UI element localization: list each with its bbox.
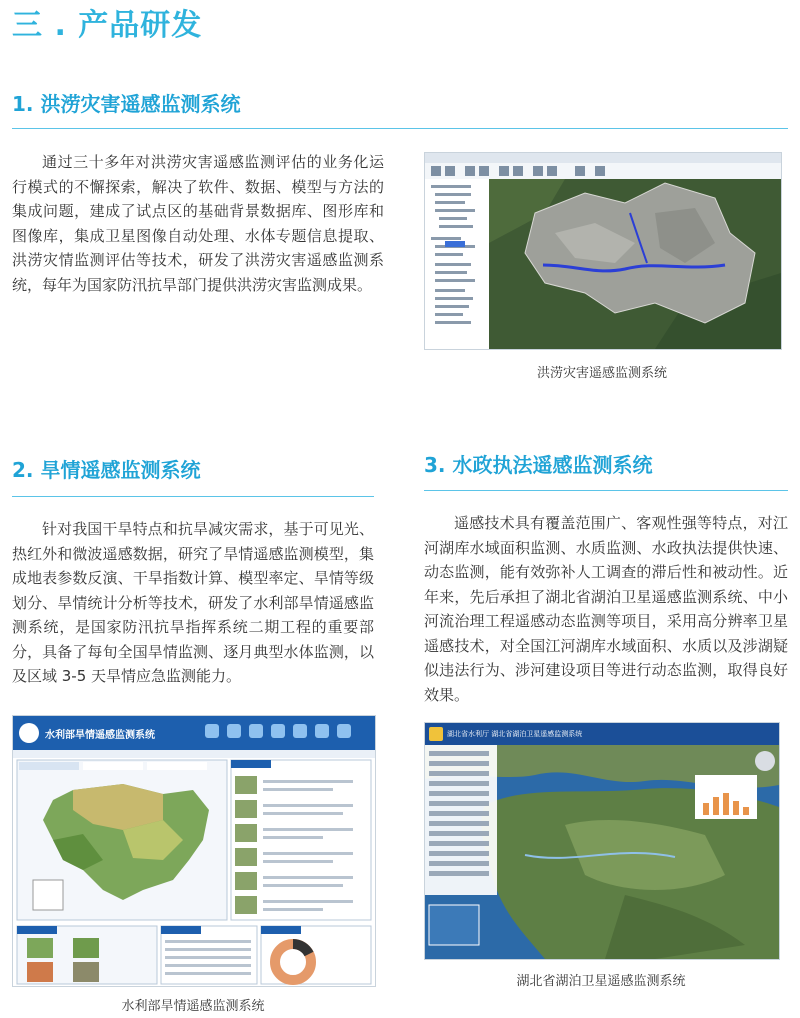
drought-app-title: 水利部旱情遥感监测系统	[45, 730, 155, 741]
section1-caption: 洪涝灾害遥感监测系统	[536, 366, 667, 381]
lake-system-screenshot	[424, 722, 780, 960]
ministry-logo-icon	[19, 723, 39, 743]
section2-caption: 水利部旱情遥感监测系统	[121, 999, 265, 1014]
globe-icon	[293, 724, 307, 738]
section3-caption: 湖北省湖泊卫星遥感监测系统	[516, 974, 686, 989]
windows-logo-icon	[429, 727, 443, 741]
section1-title: 1. 洪涝灾害遥感监测系统	[12, 92, 241, 116]
home-icon	[205, 724, 219, 738]
drought-app-header	[13, 716, 375, 750]
monitor-icon	[227, 724, 241, 738]
flood-system-screenshot	[424, 152, 782, 350]
sun-icon	[249, 724, 263, 738]
lake-app-title: 湖北省水利厅 湖北省湖泊卫星遥感监测系统	[447, 730, 583, 738]
section1-divider	[12, 128, 788, 129]
search-icon	[315, 724, 329, 738]
tools-icon	[337, 724, 351, 738]
section3-title: 3. 水政执法遥感监测系统	[424, 453, 653, 477]
section2-title: 2. 旱情遥感监测系统	[12, 458, 201, 482]
drought-system-screenshot	[12, 715, 376, 987]
section3-body: 遥感技术具有覆盖范围广、客观性强等特点，对江河湖库水域面积监测、水质监测、水政执法提供快速、动态监测，能有效弥补人工调查的滞后性和被动性。近年来，先后承担了湖北省湖泊卫星遥感监测系统、中小河流治理工程遥感动态监测等项目，采用高分辨率卫星遥感技术，对全国江河湖库水域面积、水质以及涉湖疑似违法行为、涉河建设项目等进行动态监测，取得良好效果。	[424, 514, 788, 704]
lake-app-header	[425, 723, 779, 745]
page-title: 三 . 产品研发	[12, 8, 203, 43]
section1-body: 通过三十多年对洪涝灾害遥感监测评估的业务化运行模式的不懈探索，解决了软件、数据、模型与方法的集成问题，建成了试点区的基础背景数据库、图形库和图像库，集成卫星图像自动处理、水体专题信息提取、洪涝灾情监测评估等技术，研发了洪涝灾害遥感监测系统，每年为国家防汛抗旱部门提供洪涝灾害监测成果。	[12, 153, 384, 294]
section3-divider	[424, 490, 788, 491]
section2-divider	[12, 496, 374, 497]
section2-body: 针对我国干旱特点和抗旱减灾需求，基于可见光、热红外和微波遥感数据，研究了旱情遥感监测模型，集成地表参数反演、干旱指数计算、模型率定、旱情等级划分、旱情统计分析等技术，研发了水利部旱情遥感监测系统，是国家防汛抗旱指挥系统二期工程的重要部分，具备了每旬全国旱情监测、逐月典型水体监测，以及区域 3-5 天旱情应急监测能力。	[12, 520, 374, 685]
water-icon	[271, 724, 285, 738]
